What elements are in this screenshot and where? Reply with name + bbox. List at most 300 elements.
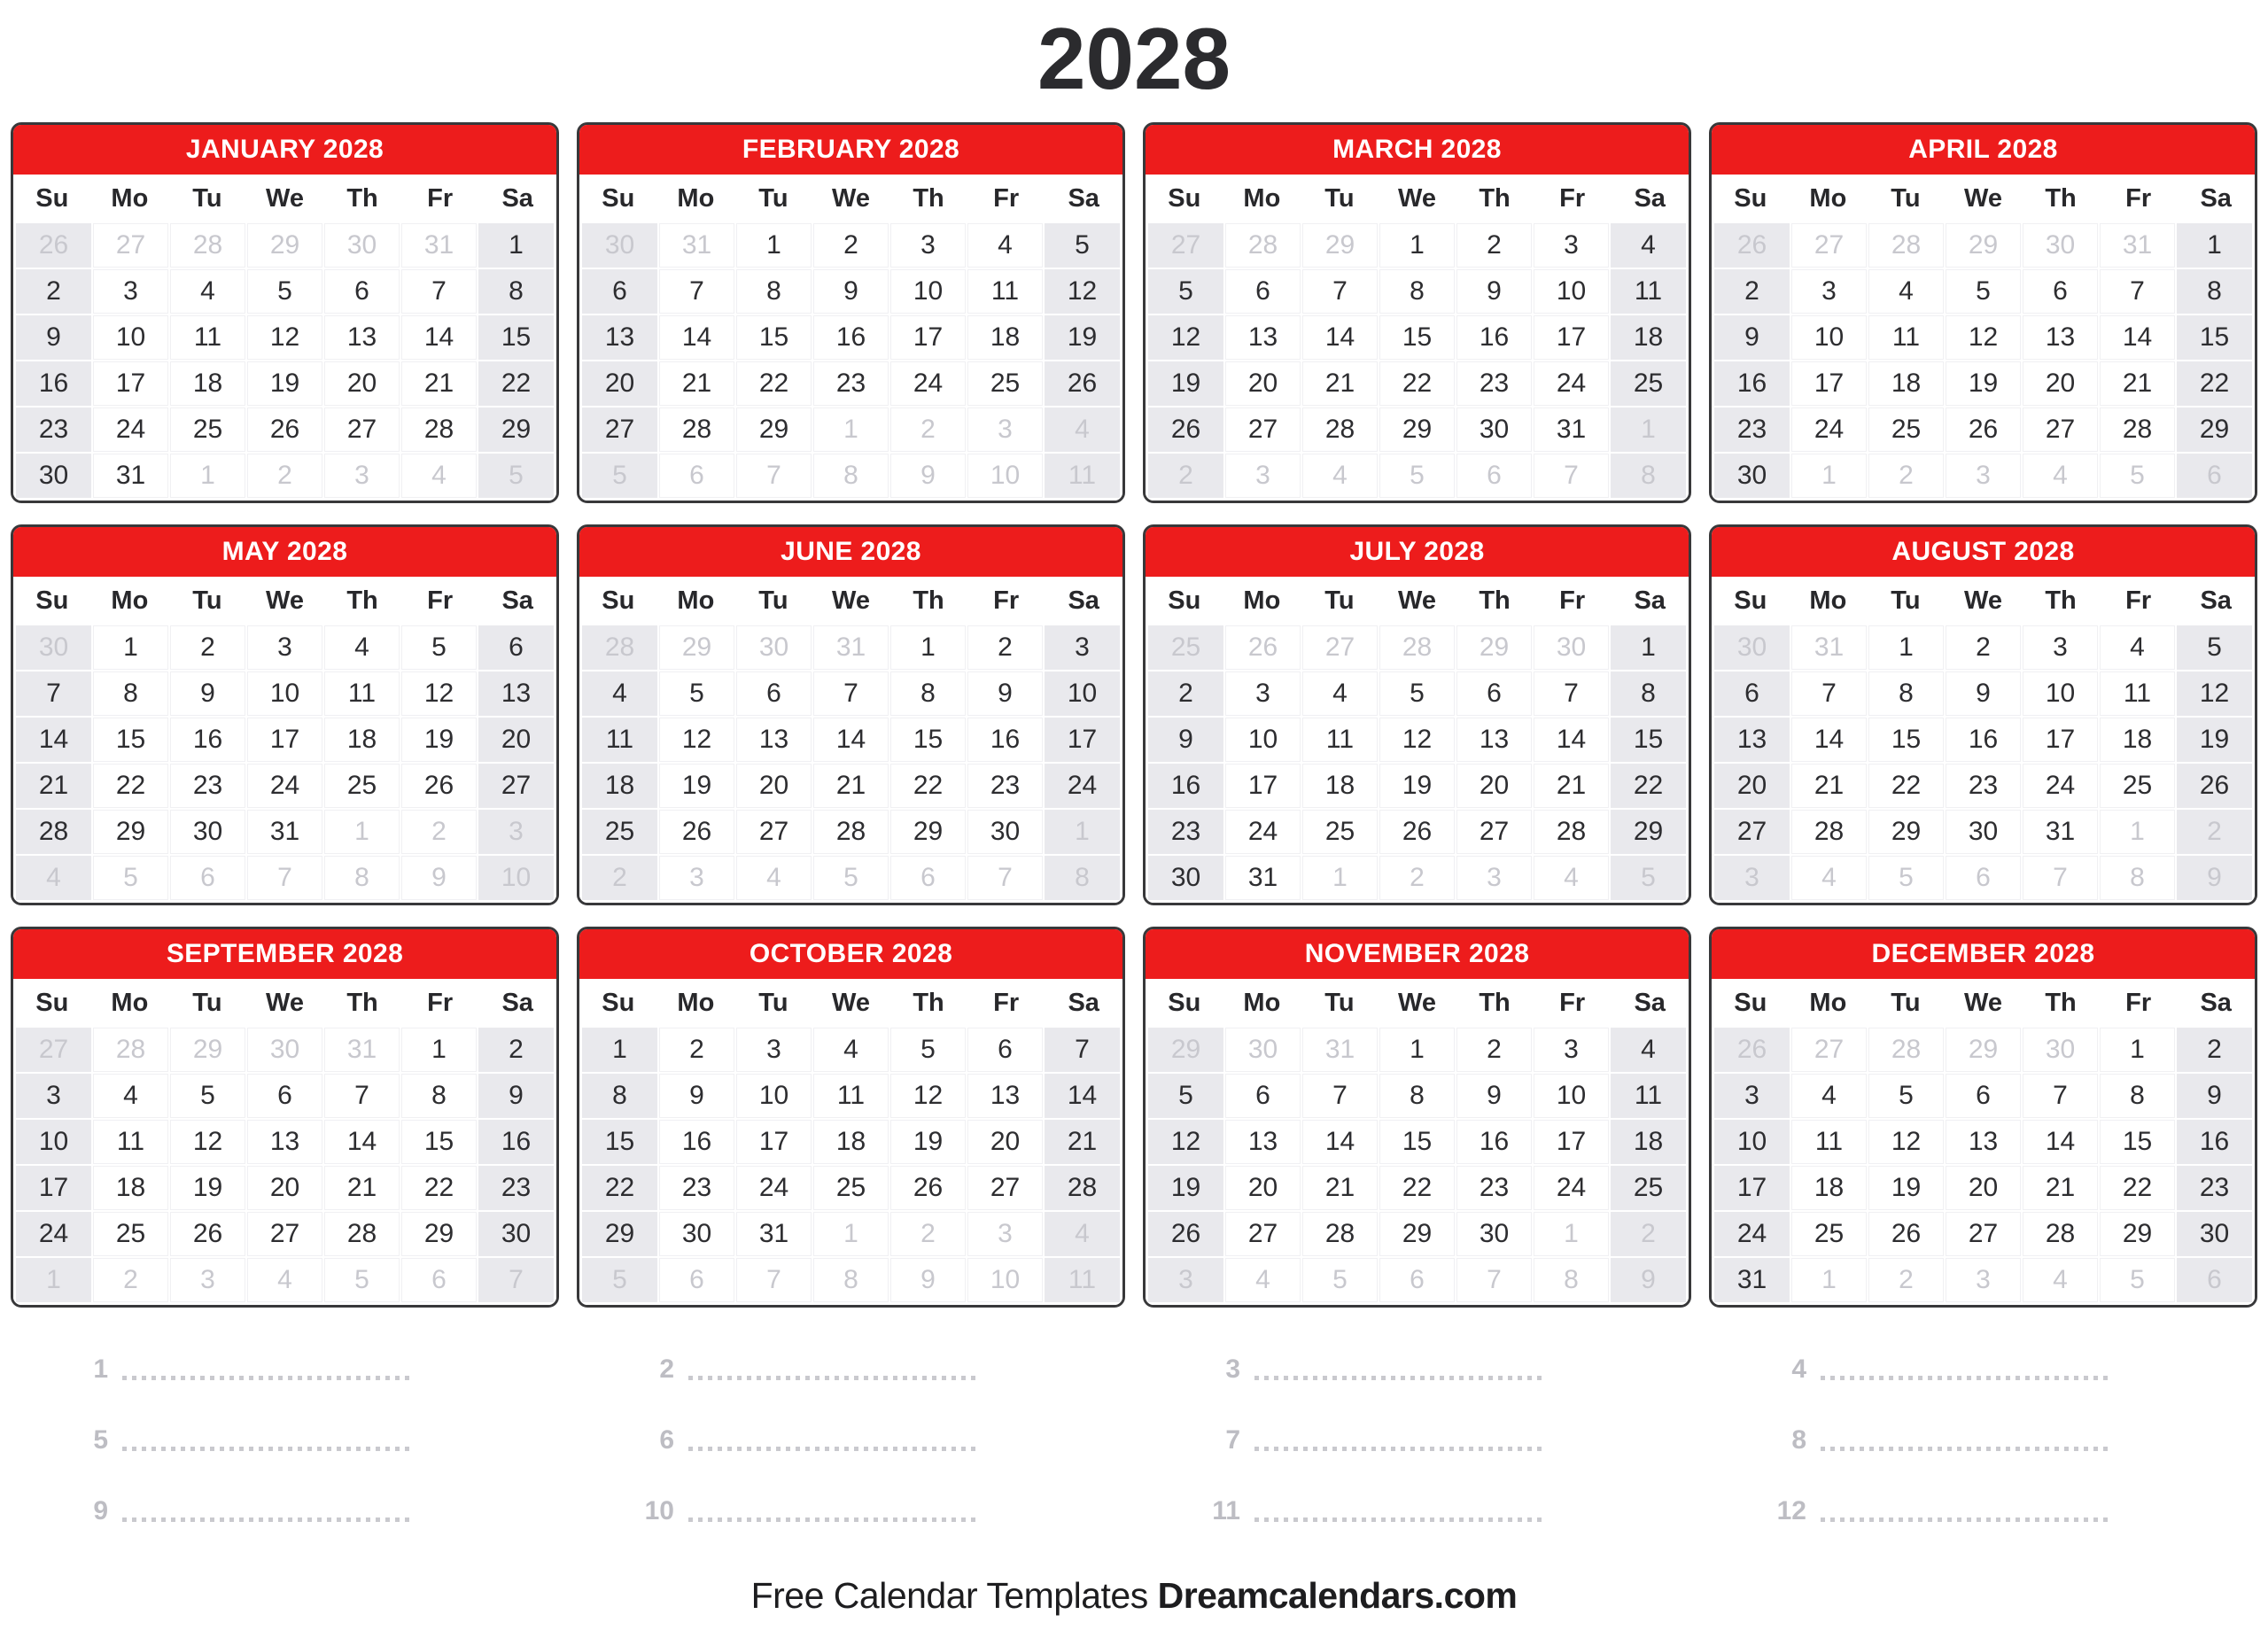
date-cell: 23 (170, 764, 245, 808)
date-cell: 8 (2177, 269, 2252, 314)
date-cell: 18 (324, 718, 400, 762)
date-cell: 13 (1225, 1120, 1301, 1164)
date-cell: 6 (582, 269, 657, 314)
date-cell: 3 (1456, 856, 1532, 900)
date-cell: 25 (93, 1212, 168, 1256)
date-cell: 29 (890, 810, 966, 854)
weekday-label: Tu (192, 184, 222, 213)
date-cell: 25 (1868, 408, 1944, 452)
weekday-label: Su (602, 989, 635, 1017)
weekday-label: Fr (427, 184, 454, 213)
note-dotted-line (122, 1376, 410, 1380)
weekday-label: We (1964, 586, 2002, 615)
date-cell: 29 (478, 408, 554, 452)
date-cell: 3 (478, 810, 554, 854)
date-cell: 1 (813, 1212, 889, 1256)
month-card (577, 927, 1125, 1308)
date-cell: 17 (1534, 1120, 1609, 1164)
date-cell: 15 (2177, 315, 2252, 360)
date-cell: 29 (659, 625, 734, 670)
date-cell: 1 (582, 1028, 657, 1072)
date-cell: 25 (324, 764, 400, 808)
note-number: 7 (1225, 1425, 1240, 1455)
date-cell: 27 (1714, 810, 1790, 854)
date-cell: 21 (2100, 361, 2175, 406)
weekday-label: Mo (1243, 586, 1281, 615)
date-cell: 22 (890, 764, 966, 808)
date-cell: 30 (582, 223, 657, 268)
weekday-row (1146, 175, 1689, 223)
date-cell: 13 (1946, 1120, 2021, 1164)
note-line (1143, 1405, 1691, 1476)
month-title: OCTOBER 2028 (579, 929, 1122, 979)
date-cell: 1 (2100, 1028, 2175, 1072)
date-cell: 29 (1456, 625, 1532, 670)
date-cell: 1 (2100, 810, 2175, 854)
date-cell: 5 (2100, 1258, 2175, 1302)
date-cell: 5 (93, 856, 168, 900)
weekday-label: Sa (1634, 989, 1666, 1017)
weekday-label: Su (1168, 586, 1201, 615)
month-card (1709, 927, 2257, 1308)
date-cell: 10 (1534, 269, 1609, 314)
weekday-row (1712, 979, 2255, 1028)
date-cell: 21 (2023, 1166, 2098, 1210)
date-cell: 17 (16, 1166, 91, 1210)
date-cell: 19 (170, 1166, 245, 1210)
date-cell: 3 (1946, 454, 2021, 498)
date-cell: 20 (1456, 764, 1532, 808)
date-cell: 31 (1225, 856, 1301, 900)
date-cell: 30 (16, 625, 91, 670)
date-cell: 21 (401, 361, 477, 406)
date-cell: 4 (1791, 856, 1867, 900)
month-title: SEPTEMBER 2028 (13, 929, 556, 979)
date-cell: 8 (1868, 671, 1944, 716)
date-cell: 3 (1534, 223, 1609, 268)
date-cell: 9 (1714, 315, 1790, 360)
month-title: NOVEMBER 2028 (1146, 929, 1689, 979)
date-cell: 30 (1456, 408, 1532, 452)
date-cell: 11 (582, 718, 657, 762)
date-cell: 3 (2023, 625, 2098, 670)
date-cell: 14 (813, 718, 889, 762)
date-cell: 27 (1225, 1212, 1301, 1256)
date-cell: 4 (93, 1074, 168, 1118)
weekday-label: Th (346, 989, 378, 1017)
weekday-label: Tu (1324, 184, 1355, 213)
note-dotted-line (688, 1447, 976, 1451)
weekday-label: Sa (501, 184, 533, 213)
note-line (577, 1334, 1125, 1405)
date-cell: 25 (1302, 810, 1378, 854)
date-cell: 14 (1534, 718, 1609, 762)
weekday-label: We (1398, 184, 1436, 213)
weekday-label: Su (602, 586, 635, 615)
date-cell: 9 (659, 1074, 734, 1118)
date-cell: 20 (1225, 1166, 1301, 1210)
date-cell: 5 (659, 671, 734, 716)
date-cell: 1 (1791, 1258, 1867, 1302)
date-cell: 9 (1456, 269, 1532, 314)
date-cell: 1 (324, 810, 400, 854)
date-cell: 1 (1791, 454, 1867, 498)
date-cell: 22 (401, 1166, 477, 1210)
date-cell: 4 (1045, 408, 1120, 452)
date-cell: 24 (93, 408, 168, 452)
date-cell: 30 (1225, 1028, 1301, 1072)
date-cell: 14 (16, 718, 91, 762)
weekday-label: Fr (427, 989, 454, 1017)
date-cell: 8 (736, 269, 812, 314)
date-cell: 4 (813, 1028, 889, 1072)
weekday-label: Mo (677, 586, 715, 615)
date-cell: 18 (93, 1166, 168, 1210)
date-cell: 23 (659, 1166, 734, 1210)
date-cell: 4 (1611, 223, 1686, 268)
date-cell: 27 (736, 810, 812, 854)
date-cell: 17 (1045, 718, 1120, 762)
date-cell: 9 (401, 856, 477, 900)
date-cell: 28 (170, 223, 245, 268)
date-cell: 30 (1456, 1212, 1532, 1256)
date-cell: 18 (1302, 764, 1378, 808)
month-card (1143, 524, 1691, 905)
dates-grid (579, 625, 1122, 903)
date-cell: 8 (324, 856, 400, 900)
date-cell: 7 (659, 269, 734, 314)
date-cell: 24 (736, 1166, 812, 1210)
date-cell: 15 (1611, 718, 1686, 762)
date-cell: 2 (890, 1212, 966, 1256)
date-cell: 28 (659, 408, 734, 452)
date-cell: 19 (659, 764, 734, 808)
date-cell: 2 (16, 269, 91, 314)
month-title: JUNE 2028 (579, 527, 1122, 577)
date-cell: 31 (2100, 223, 2175, 268)
weekday-label: Sa (501, 989, 533, 1017)
date-cell: 6 (2177, 454, 2252, 498)
date-cell: 6 (247, 1074, 322, 1118)
date-cell: 3 (736, 1028, 812, 1072)
weekday-label: Sa (501, 586, 533, 615)
date-cell: 27 (16, 1028, 91, 1072)
date-cell: 9 (890, 454, 966, 498)
date-cell: 22 (93, 764, 168, 808)
date-cell: 1 (890, 625, 966, 670)
month-title: JULY 2028 (1146, 527, 1689, 577)
note-number: 4 (1791, 1354, 1806, 1384)
date-cell: 19 (1148, 361, 1223, 406)
date-cell: 24 (16, 1212, 91, 1256)
date-cell: 3 (1225, 454, 1301, 498)
date-cell: 14 (324, 1120, 400, 1164)
weekday-label: We (266, 989, 304, 1017)
weekday-label: Th (913, 586, 944, 615)
date-cell: 30 (736, 625, 812, 670)
date-cell: 8 (1379, 269, 1455, 314)
date-cell: 10 (93, 315, 168, 360)
date-cell: 14 (2100, 315, 2175, 360)
weekday-row (579, 577, 1122, 625)
date-cell: 9 (2177, 856, 2252, 900)
date-cell: 26 (16, 223, 91, 268)
dates-grid (1146, 625, 1689, 903)
date-cell: 5 (1946, 269, 2021, 314)
date-cell: 27 (93, 223, 168, 268)
date-cell: 30 (1714, 625, 1790, 670)
date-cell: 18 (582, 764, 657, 808)
weekday-label: We (1964, 989, 2002, 1017)
date-cell: 26 (170, 1212, 245, 1256)
weekday-label: Mo (111, 586, 149, 615)
date-cell: 28 (401, 408, 477, 452)
date-cell: 6 (1225, 269, 1301, 314)
date-cell: 1 (1868, 625, 1944, 670)
date-cell: 14 (1302, 1120, 1378, 1164)
weekday-row (579, 979, 1122, 1028)
weekday-label: Su (1168, 989, 1201, 1017)
date-cell: 5 (324, 1258, 400, 1302)
date-cell: 7 (324, 1074, 400, 1118)
date-cell: 29 (247, 223, 322, 268)
date-cell: 31 (659, 223, 734, 268)
weekday-label: Sa (2200, 989, 2232, 1017)
date-cell: 8 (478, 269, 554, 314)
date-cell: 9 (170, 671, 245, 716)
date-cell: 21 (1534, 764, 1609, 808)
date-cell: 29 (1302, 223, 1378, 268)
date-cell: 26 (1714, 1028, 1790, 1072)
date-cell: 2 (2177, 1028, 2252, 1072)
date-cell: 1 (1534, 1212, 1609, 1256)
date-cell: 9 (1456, 1074, 1532, 1118)
dates-grid (1712, 625, 2255, 903)
date-cell: 11 (1045, 454, 1120, 498)
date-cell: 11 (93, 1120, 168, 1164)
date-cell: 4 (736, 856, 812, 900)
months-grid (11, 122, 2257, 1308)
dates-grid (1146, 1028, 1689, 1305)
date-cell: 14 (2023, 1120, 2098, 1164)
date-cell: 3 (1534, 1028, 1609, 1072)
date-cell: 9 (813, 269, 889, 314)
date-cell: 3 (890, 223, 966, 268)
date-cell: 13 (247, 1120, 322, 1164)
weekday-label: Mo (111, 184, 149, 213)
date-cell: 27 (1456, 810, 1532, 854)
date-cell: 8 (813, 1258, 889, 1302)
month-card (577, 524, 1125, 905)
month-title: MAY 2028 (13, 527, 556, 577)
note-line (11, 1334, 559, 1405)
weekday-label: Sa (1068, 184, 1099, 213)
date-cell: 16 (659, 1120, 734, 1164)
date-cell: 6 (1714, 671, 1790, 716)
date-cell: 2 (890, 408, 966, 452)
date-cell: 20 (1946, 1166, 2021, 1210)
weekday-label: Mo (677, 184, 715, 213)
date-cell: 30 (1946, 810, 2021, 854)
date-cell: 26 (1148, 1212, 1223, 1256)
date-cell: 10 (2023, 671, 2098, 716)
date-cell: 5 (401, 625, 477, 670)
weekday-label: Mo (1809, 989, 1847, 1017)
date-cell: 26 (1868, 1212, 1944, 1256)
date-cell: 1 (170, 454, 245, 498)
date-cell: 26 (890, 1166, 966, 1210)
date-cell: 2 (170, 625, 245, 670)
date-cell: 3 (1045, 625, 1120, 670)
date-cell: 12 (1148, 315, 1223, 360)
date-cell: 14 (1045, 1074, 1120, 1118)
date-cell: 9 (16, 315, 91, 360)
weekday-label: Th (2045, 184, 2077, 213)
date-cell: 21 (324, 1166, 400, 1210)
date-cell: 21 (813, 764, 889, 808)
weekday-label: Fr (993, 184, 1020, 213)
date-cell: 25 (582, 810, 657, 854)
weekday-label: We (832, 184, 870, 213)
date-cell: 7 (736, 454, 812, 498)
date-cell: 6 (170, 856, 245, 900)
weekday-row (1712, 577, 2255, 625)
date-cell: 6 (1379, 1258, 1455, 1302)
date-cell: 26 (1148, 408, 1223, 452)
date-cell: 10 (1225, 718, 1301, 762)
date-cell: 29 (2177, 408, 2252, 452)
date-cell: 12 (1379, 718, 1455, 762)
date-cell: 3 (967, 408, 1043, 452)
date-cell: 2 (1148, 454, 1223, 498)
date-cell: 6 (2023, 269, 2098, 314)
weekday-row (1712, 175, 2255, 223)
date-cell: 27 (582, 408, 657, 452)
date-cell: 10 (478, 856, 554, 900)
date-cell: 11 (1302, 718, 1378, 762)
date-cell: 12 (890, 1074, 966, 1118)
date-cell: 25 (813, 1166, 889, 1210)
date-cell: 24 (1791, 408, 1867, 452)
date-cell: 26 (2177, 764, 2252, 808)
date-cell: 19 (1148, 1166, 1223, 1210)
month-title: MARCH 2028 (1146, 125, 1689, 175)
date-cell: 26 (1946, 408, 2021, 452)
weekday-label: Fr (1559, 989, 1586, 1017)
weekday-label: Mo (1809, 184, 1847, 213)
date-cell: 3 (1148, 1258, 1223, 1302)
date-cell: 29 (736, 408, 812, 452)
weekday-label: Mo (1243, 989, 1281, 1017)
date-cell: 6 (1456, 454, 1532, 498)
dates-grid (1146, 223, 1689, 501)
date-cell: 24 (1045, 764, 1120, 808)
date-cell: 18 (170, 361, 245, 406)
date-cell: 5 (1148, 269, 1223, 314)
date-cell: 2 (401, 810, 477, 854)
weekday-label: We (266, 586, 304, 615)
date-cell: 14 (1791, 718, 1867, 762)
date-cell: 8 (401, 1074, 477, 1118)
date-cell: 24 (1534, 361, 1609, 406)
date-cell: 2 (1868, 454, 1944, 498)
date-cell: 26 (1714, 223, 1790, 268)
dates-grid (579, 223, 1122, 501)
date-cell: 11 (1611, 269, 1686, 314)
month-card (11, 927, 559, 1308)
weekday-label: Th (913, 184, 944, 213)
date-cell: 31 (1302, 1028, 1378, 1072)
date-cell: 28 (2023, 1212, 2098, 1256)
weekday-label: Mo (1243, 184, 1281, 213)
weekday-label: Tu (1891, 586, 1921, 615)
date-cell: 11 (1611, 1074, 1686, 1118)
date-cell: 4 (1302, 671, 1378, 716)
dates-grid (1712, 1028, 2255, 1305)
date-cell: 8 (2100, 856, 2175, 900)
date-cell: 2 (1868, 1258, 1944, 1302)
date-cell: 11 (967, 269, 1043, 314)
date-cell: 13 (478, 671, 554, 716)
date-cell: 31 (401, 223, 477, 268)
date-cell: 16 (2177, 1120, 2252, 1164)
date-cell: 23 (1946, 764, 2021, 808)
note-number: 6 (659, 1425, 674, 1455)
date-cell: 18 (1791, 1166, 1867, 1210)
date-cell: 9 (478, 1074, 554, 1118)
date-cell: 22 (478, 361, 554, 406)
date-cell: 2 (247, 454, 322, 498)
date-cell: 17 (1791, 361, 1867, 406)
date-cell: 29 (1148, 1028, 1223, 1072)
date-cell: 4 (2100, 625, 2175, 670)
weekday-label: Fr (2125, 989, 2152, 1017)
date-cell: 20 (967, 1120, 1043, 1164)
date-cell: 30 (967, 810, 1043, 854)
date-cell: 13 (967, 1074, 1043, 1118)
date-cell: 2 (93, 1258, 168, 1302)
date-cell: 20 (736, 764, 812, 808)
date-cell: 28 (1045, 1166, 1120, 1210)
note-dotted-line (688, 1376, 976, 1380)
date-cell: 2 (478, 1028, 554, 1072)
date-cell: 7 (967, 856, 1043, 900)
date-cell: 11 (2100, 671, 2175, 716)
weekday-label: Su (35, 184, 69, 213)
date-cell: 6 (2177, 1258, 2252, 1302)
date-cell: 3 (1946, 1258, 2021, 1302)
month-card (1143, 927, 1691, 1308)
date-cell: 19 (890, 1120, 966, 1164)
date-cell: 19 (1045, 315, 1120, 360)
weekday-label: Fr (1559, 586, 1586, 615)
date-cell: 17 (1714, 1166, 1790, 1210)
date-cell: 9 (1611, 1258, 1686, 1302)
date-cell: 23 (478, 1166, 554, 1210)
date-cell: 26 (1225, 625, 1301, 670)
date-cell: 4 (1045, 1212, 1120, 1256)
date-cell: 2 (1148, 671, 1223, 716)
date-cell: 7 (2023, 856, 2098, 900)
date-cell: 29 (1946, 1028, 2021, 1072)
date-cell: 11 (324, 671, 400, 716)
note-number: 3 (1225, 1354, 1240, 1384)
date-cell: 26 (247, 408, 322, 452)
date-cell: 12 (1148, 1120, 1223, 1164)
date-cell: 13 (736, 718, 812, 762)
dates-grid (1712, 223, 2255, 501)
date-cell: 3 (1714, 1074, 1790, 1118)
